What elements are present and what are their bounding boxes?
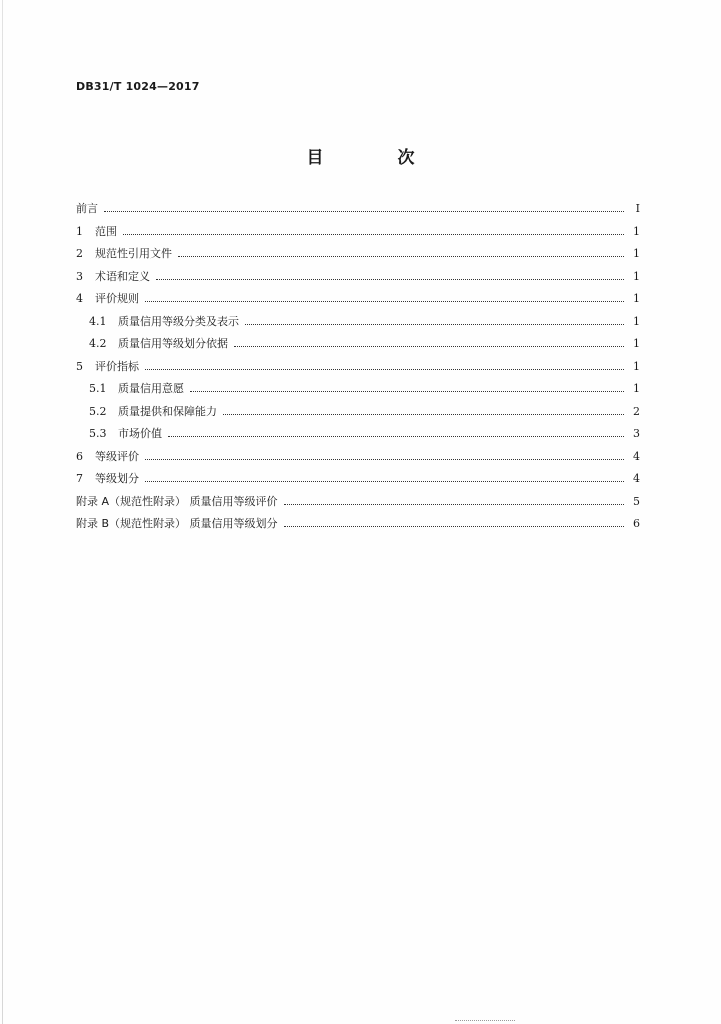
toc-entry-number: 3 — [76, 269, 83, 283]
toc-entry-page: 1 — [633, 269, 640, 283]
toc-entry-label: 评价规则 — [95, 292, 139, 305]
toc-entry-label: 附录 B（规范性附录） 质量信用等级划分 — [76, 517, 278, 530]
toc-entry-6[interactable] — [76, 450, 640, 473]
toc-entry-4[interactable] — [76, 292, 640, 315]
toc-entry-label: 等级划分 — [95, 472, 139, 485]
toc-entry-number: 6 — [76, 449, 83, 463]
toc-entry-number: 5.2 — [89, 404, 107, 418]
toc-entry-label: 质量信用意愿 — [118, 382, 184, 395]
toc-entry-page: 2 — [633, 404, 640, 418]
toc-entry-5-2[interactable] — [76, 405, 640, 428]
dot-leader — [284, 503, 624, 505]
toc-entry-label: 等级评价 — [95, 449, 139, 463]
toc-entry-page: 1 — [633, 224, 640, 238]
dot-leader — [178, 255, 624, 257]
toc-entry-7[interactable] — [76, 472, 640, 495]
toc-entry-5-3[interactable] — [76, 427, 640, 450]
toc-entry-page: 6 — [633, 517, 640, 530]
toc-entry-page: 4 — [633, 472, 640, 485]
toc-entry-label: 质量提供和保障能力 — [118, 404, 217, 418]
toc-entry-2[interactable] — [76, 247, 640, 270]
dot-leader — [190, 390, 624, 392]
toc-entry-4-2[interactable] — [76, 337, 640, 360]
dot-leader — [234, 345, 624, 347]
toc-entry-label: 质量信用等级划分依据 — [118, 337, 228, 350]
dot-leader — [168, 435, 624, 437]
table-of-contents — [76, 202, 640, 540]
toc-entry-4-1[interactable] — [76, 315, 640, 338]
toc-entry-page: 5 — [633, 494, 640, 508]
toc-entry-number: 2 — [76, 247, 83, 260]
dot-leader — [145, 480, 624, 482]
toc-entry-label: 市场价值 — [118, 427, 162, 440]
toc-entry-page: Ⅰ — [635, 202, 640, 215]
toc-entry-5-1[interactable] — [76, 382, 640, 405]
toc-entry-number: 7 — [76, 472, 83, 485]
toc-entry-page: 4 — [633, 449, 640, 463]
dot-leader — [145, 458, 624, 460]
toc-entry-page: 1 — [633, 382, 640, 395]
toc-entry-number: 4.2 — [89, 337, 107, 350]
toc-entry-number: 5.3 — [89, 427, 107, 440]
toc-entry-page: 1 — [633, 292, 640, 305]
toc-entry-3[interactable] — [76, 270, 640, 293]
dot-leader — [223, 413, 624, 415]
toc-entry-page: 1 — [633, 314, 640, 328]
toc-title: 目 次 — [306, 148, 449, 168]
toc-entry-appendix-b[interactable] — [76, 517, 640, 540]
dot-leader — [245, 323, 624, 325]
toc-entry-label: 附录 A（规范性附录） 质量信用等级评价 — [76, 494, 278, 508]
toc-entry-page: 1 — [633, 247, 640, 260]
toc-entry-preface[interactable] — [76, 202, 640, 225]
toc-entry-number: 5.1 — [89, 382, 107, 395]
toc-entry-1[interactable] — [76, 225, 640, 248]
toc-entry-appendix-a[interactable] — [76, 495, 640, 518]
toc-entry-page: 1 — [633, 359, 640, 373]
scan-artifact — [455, 1020, 515, 1023]
toc-entry-label: 范围 — [95, 224, 117, 238]
toc-entry-number: 5 — [76, 359, 83, 373]
toc-entry-number: 1 — [76, 224, 83, 238]
toc-entry-label: 前言 — [76, 202, 98, 215]
document-code: DB31/T 1024—2017 — [76, 80, 200, 93]
dot-leader — [145, 300, 624, 302]
toc-entry-5[interactable] — [76, 360, 640, 383]
toc-entry-page: 1 — [633, 337, 640, 350]
dot-leader — [123, 233, 624, 235]
toc-entry-label: 评价指标 — [95, 359, 139, 373]
dot-leader — [156, 278, 624, 280]
toc-entry-number: 4.1 — [89, 314, 107, 328]
dot-leader — [104, 210, 624, 212]
dot-leader — [284, 525, 624, 527]
toc-entry-number: 4 — [76, 292, 83, 305]
dot-leader — [145, 368, 624, 370]
toc-entry-page: 3 — [633, 427, 640, 440]
toc-entry-label: 规范性引用文件 — [95, 247, 172, 260]
toc-entry-label: 质量信用等级分类及表示 — [118, 314, 239, 328]
toc-entry-label: 术语和定义 — [95, 269, 150, 283]
